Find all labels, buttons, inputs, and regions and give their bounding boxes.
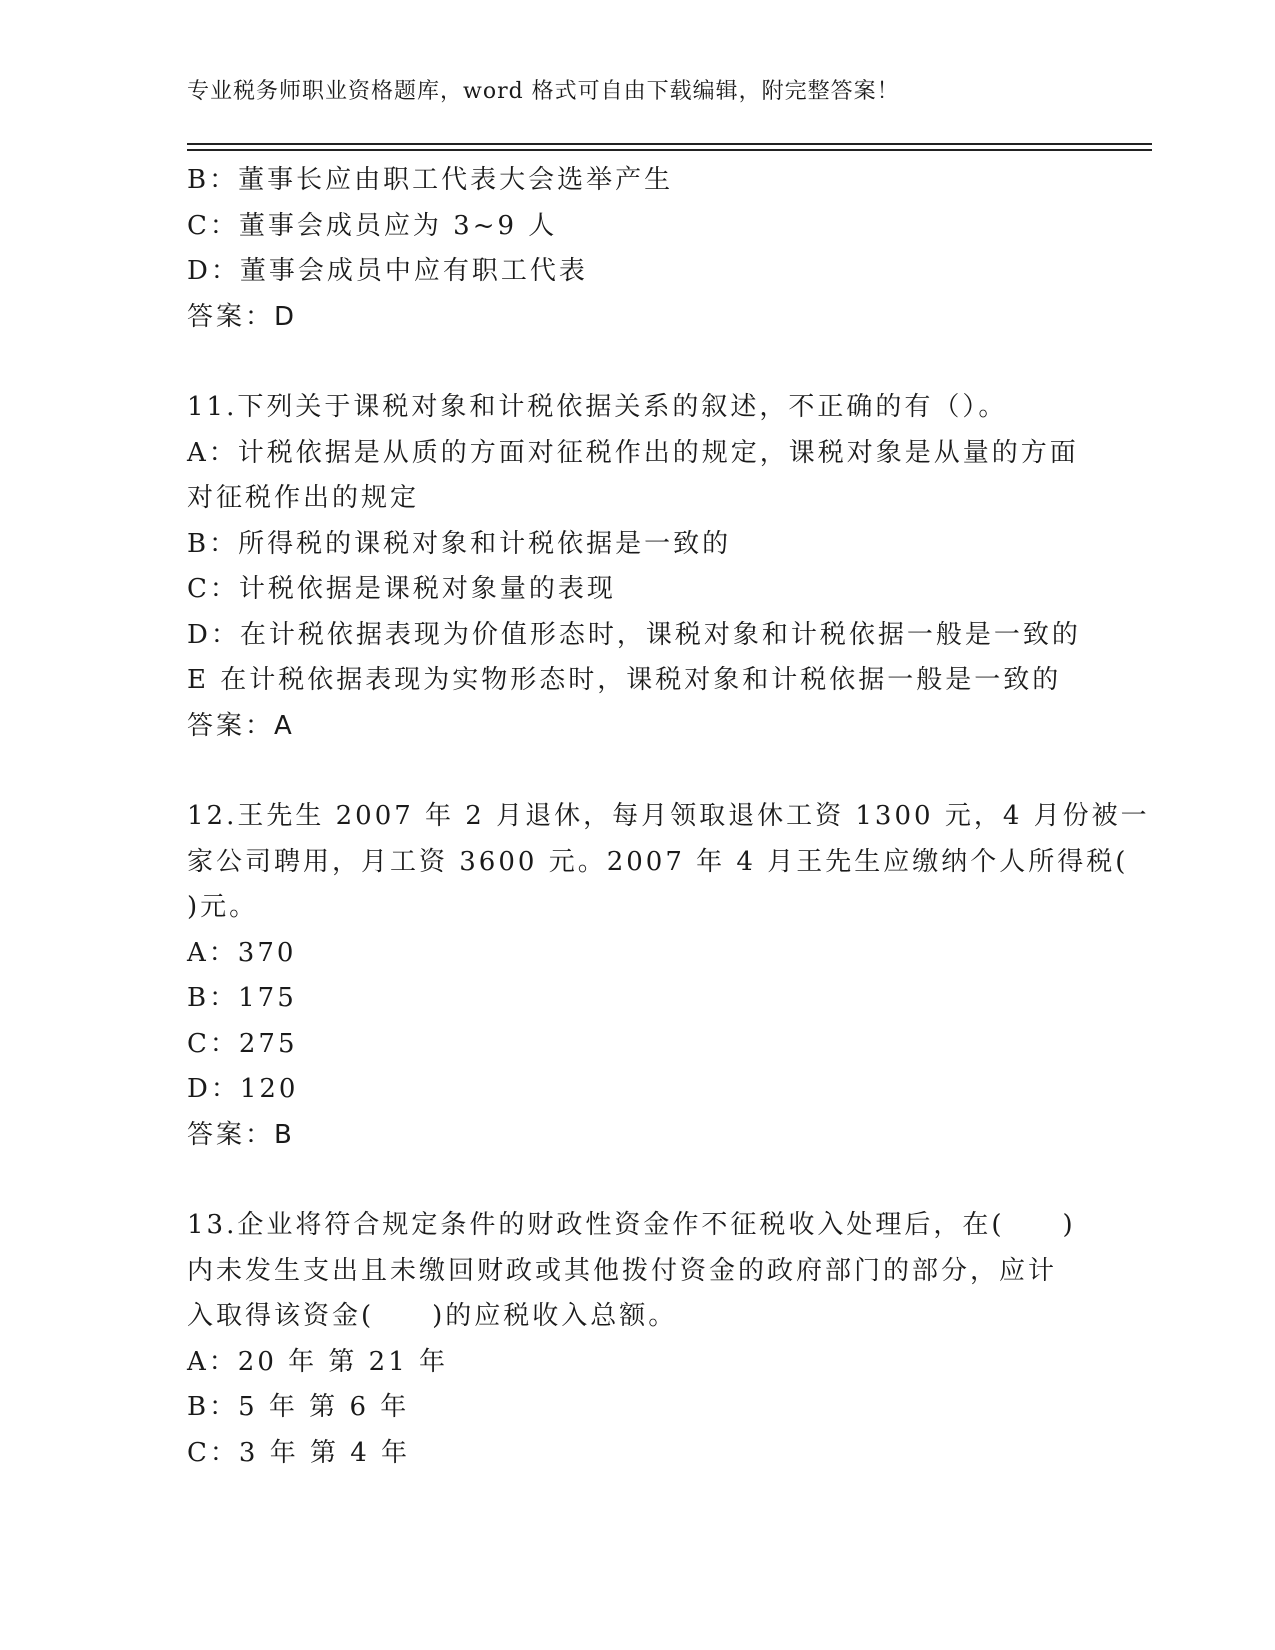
- question-stem-line-1: 12.王先生 2007 年 2 月退休，每月领取退休工资 1300 元，4 月份被一: [187, 801, 1150, 831]
- question-12: [187, 794, 1150, 1158]
- answer-label: 答案：D: [187, 301, 298, 332]
- option-c: C：3 年 第 4 年: [187, 1437, 411, 1468]
- option-e: E 在计税依据表现为实物形态时，课税对象和计税依据一般是一致的: [187, 665, 1062, 695]
- question-stem-line-1: 13.企业将符合规定条件的财政性资金作不征税收入处理后，在( ): [187, 1210, 1076, 1240]
- question-stem-line-3: )元。: [187, 892, 259, 922]
- option-d: D：在计税依据表现为价值形态时，课税对象和计税依据一般是一致的: [187, 619, 1081, 650]
- page-header: 专业税务师职业资格题库，word 格式可自由下载编辑，附完整答案！: [187, 79, 900, 104]
- option-c: C：董事会成员应为 3~9 人: [187, 210, 558, 241]
- option-b: B：5 年 第 6 年: [187, 1392, 410, 1422]
- option-a-continued: 对征税作出的规定: [187, 483, 420, 513]
- question-13: [187, 1203, 1087, 1476]
- spacer: [187, 340, 1087, 385]
- header-rule-bottom: [187, 149, 1152, 151]
- document-body: [187, 158, 1150, 1476]
- option-d: D：董事会成员中应有职工代表: [187, 256, 588, 286]
- option-c: C：计税依据是课税对象量的表现: [187, 574, 616, 604]
- spacer: [187, 1158, 1087, 1203]
- option-b: B：所得税的课税对象和计税依据是一致的: [187, 528, 732, 559]
- option-b: B：175: [187, 983, 297, 1013]
- question-stem: 11.下列关于课税对象和计税依据关系的叙述，不正确的有（）。: [187, 392, 1008, 422]
- option-d: D：120: [187, 1074, 299, 1104]
- question-stem-line-3: 入取得该资金( )的应税收入总额。: [187, 1301, 678, 1331]
- option-b: B：董事长应由职工代表大会选举产生: [187, 165, 674, 195]
- option-a: A：370: [187, 937, 297, 968]
- option-c: C：275: [187, 1028, 298, 1059]
- question-stem-line-2: 内未发生支出且未缴回财政或其他拨付资金的政府部门的部分，应计: [187, 1255, 1058, 1286]
- question-stem-line-2: 家公司聘用，月工资 3600 元。2007 年 4 月王先生应缴纳个人所得税(: [187, 846, 1129, 877]
- header-rule-top: [187, 143, 1152, 145]
- question-11: [187, 385, 1087, 749]
- option-a: A：20 年 第 21 年: [187, 1346, 449, 1377]
- option-a: A：计税依据是从质的方面对征税作出的规定，课税对象是从量的方面: [187, 437, 1079, 468]
- question-10: [187, 158, 1087, 340]
- spacer: [187, 749, 1087, 794]
- answer-label: 答案：B: [187, 1119, 295, 1150]
- answer-label: 答案：A: [187, 710, 295, 741]
